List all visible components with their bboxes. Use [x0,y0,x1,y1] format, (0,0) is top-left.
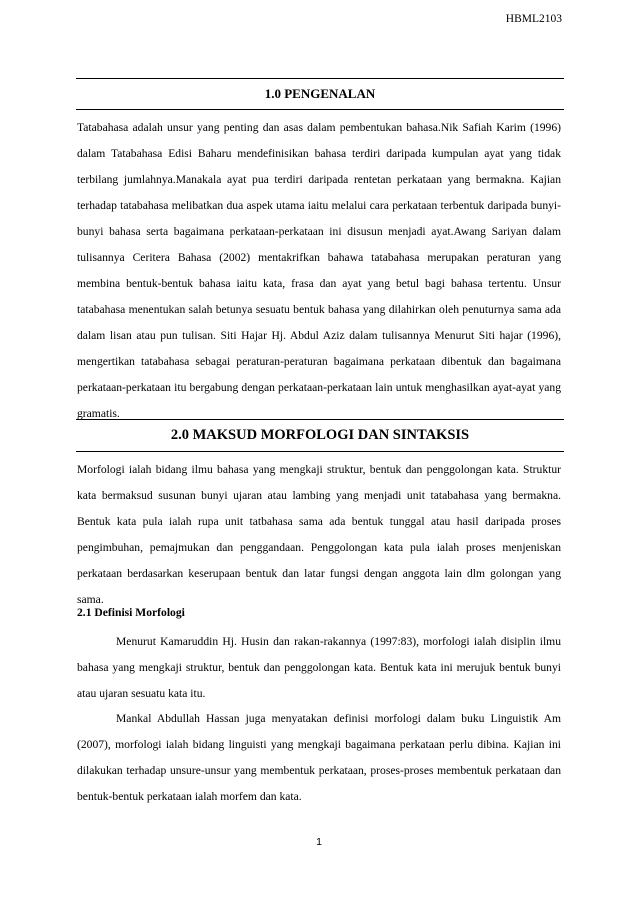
section-2-heading-box [76,419,564,452]
section-2-1-paragraph-2: Mankal Abdullah Hassan juga menyatakan definisi morfologi dalam buku Linguistik Am (2007), morfologi ialah bidang linguisti yang mengkaji bagaimana perkataan perlu dibina. Kajian ini dilakukan terhadap unsure-unsur yang membentuk perkataan, proses-proses membentuk perkataan dan bentuk-bentuk perkataan ialah morfem dan kata. [77,712,561,803]
section-1-heading-box [76,78,564,110]
section-2-heading: 2.0 MAKSUD MORFOLOGI DAN SINTAKSIS [170,427,470,443]
page-number: 1 [316,836,322,848]
section-2-1-paragraph-1: Menurut Kamaruddin Hj. Husin dan rakan-rakannya (1997:83), morfologi ialah disiplin ilmu bahasa yang mengkaji struktur, bentuk dan penggolongan kata. Bentuk kata ini merujuk bentuk bunyi atau ujaran sesuatu kata itu. [77,635,561,700]
section-1-paragraph: Tatabahasa adalah unsur yang penting dan asas dalam pembentukan bahasa.Nik Safiah Karim (1996) dalam Tatabahasa Edisi Baharu mendefinisikan bahasa terdiri daripada kumpulan ayat yang tidak terbilang jumlahnya.Manakala ayat pua terdiri daripada rentetan perkataan yang bermakna. Kajian terhadap tatabahasa melibatkan dua aspek utama iaitu melalui cara perkataan terbentuk daripada bunyi-bunyi bahasa serta bagaimana perkataan-perkataan ini disusun menjadi ayat.Awang Sariyan dalam tulisannya Ceritera Bahasa (2002) mentakrifkan bahawa tatabahasa merupakan peraturan yang membina bentuk-bentuk bahasa iaitu kata, frasa dan ayat yang betul bagi bahasa tertentu. Unsur tatabahasa menentukan salah betunya sesuatu bentuk bahasa yang dilahirkan oleh penuturnya sama ada dalam lisan atau pun tulisan. Siti Hajar Hj. Abdul Aziz dalam tulisannya Menurut Siti hajar (1996), mengertikan tatabahasa sebagai peraturan-peraturan bagaimana perkataan dibentuk dan bagaimana perkataan-perkataan itu bergabung dengan perkataan-perkataan lain untuk menghasilkan ayat-ayat yang gramatis. [77,121,561,420]
course-code-header: HBML2103 [505,13,562,25]
section-2-paragraph: Morfologi ialah bidang ilmu bahasa yang mengkaji struktur, bentuk dan penggolongan kata. Struktur kata bermaksud susunan bunyi ujaran atau lambing yang menjadi unit tatabahasa yang bermakna. Bentuk kata pula ialah rupa unit tatbahasa sama ada bentuk tunggal atau hasil daripada proses pengimbuhan, pemajmukan dan penggandaan. Penggolongan kata pula ialah proses menjeniskan perkataan berdasarkan keserupaan bentuk dan latar fungsi dengan anggota lain dlm golongan yang sama. [77,463,561,606]
section-2-1-heading: 2.1 Definisi Morfologi [77,606,185,619]
section-1-heading: 1.0 PENGENALAN [264,86,376,101]
